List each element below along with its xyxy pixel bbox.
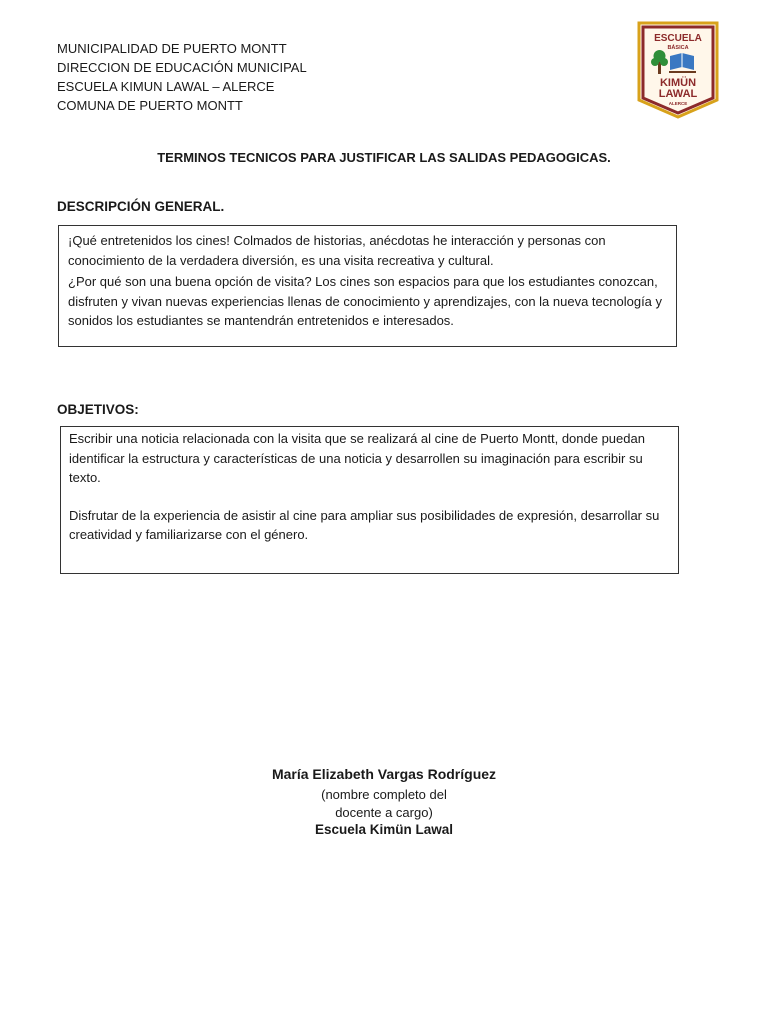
logo-bottom-text: ALERCE [668, 101, 688, 106]
logo-name-line2: LAWAL [658, 88, 698, 100]
header-block [57, 39, 307, 115]
header-line-municipalidad: MUNICIPALIDAD DE PUERTO MONTT [57, 41, 287, 56]
descripcion-label: DESCRIPCIÓN GENERAL. [57, 199, 225, 214]
teacher-note [0, 786, 768, 822]
teacher-note-line1: (nombre completo del [321, 787, 447, 802]
descripcion-paragraph-2: ¿Por qué son una buena opción de visita? Los cines son espacios para que los estudiantes conozcan, disfruten y vivan nuevas experiencias llenas de conocimiento y aprendizajes, con la nueva tecnología y sonidos los estudiantes se mantendrán entretenidos e interesados. [68, 274, 663, 328]
descripcion-paragraph-1: ¡Qué entretenidos los cines! Colmados de historias, anécdotas he interacción y personas con conocimiento de la verdadera diversión, es una visita recreativa y cultural. [68, 233, 606, 268]
descripcion-box [58, 225, 677, 347]
teacher-name: María Elizabeth Vargas Rodríguez [271, 766, 497, 782]
header-line-direccion: DIRECCION DE EDUCACIÓN MUNICIPAL [57, 60, 307, 75]
logo-name-line1: KIMÜN [659, 77, 697, 89]
logo-top-text: ESCUELA [654, 33, 702, 44]
school-logo [636, 20, 720, 120]
objetivos-box [60, 426, 679, 574]
document-title: TERMINOS TECNICOS PARA JUSTIFICAR LAS SALIDAS PEDAGOGICAS. [157, 150, 611, 165]
header-line-escuela: ESCUELA KIMUN LAWAL – ALERCE [57, 79, 275, 94]
objetivos-label: OBJETIVOS: [57, 402, 139, 417]
objetivos-paragraph-2: Disfrutar de la experiencia de asistir al cine para ampliar sus posibilidades de expresión, desarrollar su creatividad y familiarizarse con el género. [69, 507, 660, 542]
logo-sub-text: BÁSICA [667, 45, 689, 51]
school-name: Escuela Kimün Lawal [314, 822, 454, 837]
header-line-comuna: COMUNA DE PUERTO MONTT [57, 98, 243, 113]
objetivos-paragraph-1: Escribir una noticia relacionada con la visita que se realizará al cine de Puerto Montt, donde puedan identificar la estructura y características de una noticia y desarrollen su imaginación para escribir su texto. [69, 431, 645, 485]
teacher-note-line2: docente a cargo) [335, 805, 433, 820]
